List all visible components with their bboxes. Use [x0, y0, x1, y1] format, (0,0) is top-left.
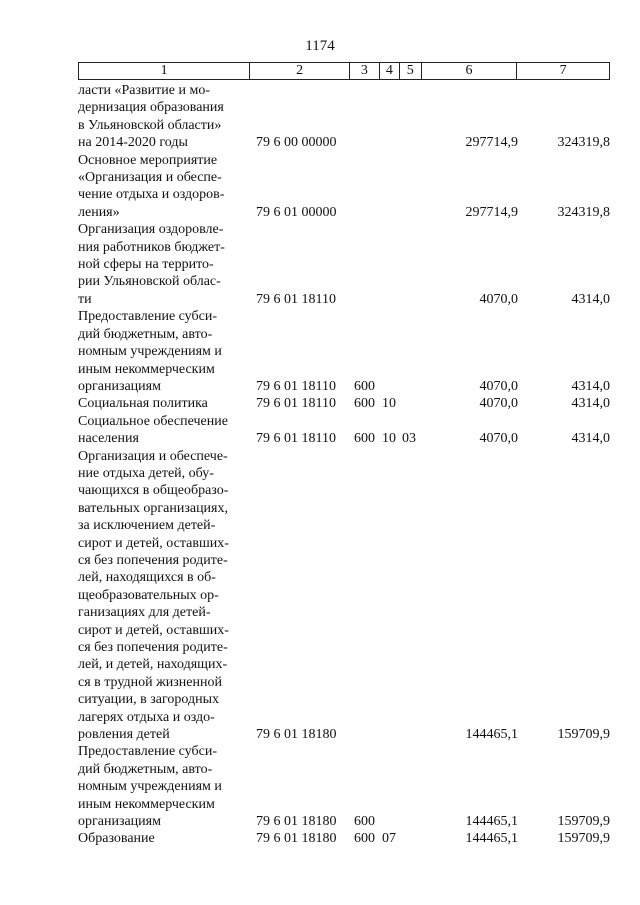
table-row: [78, 743, 618, 830]
row-name-line: чающихся в общеобразо-: [78, 483, 229, 499]
row-value-col-7: 4314,0: [571, 378, 610, 394]
row-code: 79 6 01 18110: [256, 431, 336, 447]
row-name-line: ния работников бюджет-: [78, 239, 225, 255]
row-name-line: ровления детей: [78, 727, 170, 743]
row-value-col-6: 297714,9: [465, 135, 518, 151]
row-name-line: организациям: [78, 378, 161, 394]
row-name: [78, 395, 250, 412]
row-col-3: 600: [354, 378, 375, 394]
row-name-line: Предоставление субси-: [78, 309, 217, 325]
row-name-line: ганизациях для детей-: [78, 605, 211, 621]
row-name-line: ти: [78, 291, 92, 307]
row-value-col-6: 4070,0: [479, 378, 518, 394]
row-code: 79 6 01 00000: [256, 204, 337, 220]
row-name-line: на 2014-2020 годы: [78, 135, 188, 151]
row-name-line: Предоставление субси-: [78, 744, 217, 760]
row-name-line: лей, находящихся в об-: [78, 570, 216, 586]
row-name: [78, 413, 250, 448]
row-name-line: рии Ульяновской облас-: [78, 274, 221, 290]
row-name-line: дий бюджетным, авто-: [78, 326, 213, 342]
row-code: 79 6 01 18110: [256, 291, 336, 307]
row-name-line: Социальное обеспечение: [78, 413, 228, 429]
row-value-col-6: 297714,9: [465, 204, 518, 220]
header-col-2: 2: [250, 63, 350, 79]
row-name-line: организациям: [78, 814, 161, 830]
row-name-line: лей, и детей, находящих-: [78, 657, 228, 673]
row-name-line: ся в трудной жизненной: [78, 674, 222, 690]
row-col-4: 10: [382, 396, 396, 412]
row-name-line: ления»: [78, 204, 120, 220]
table-body: [78, 82, 618, 848]
row-code: 79 6 01 18180: [256, 814, 337, 830]
table-header: [78, 62, 610, 80]
row-value-col-7: 324319,8: [557, 135, 610, 151]
table-row: [78, 308, 618, 395]
row-name-line: за исключением детей-: [78, 518, 216, 534]
row-name-line: дернизация образования: [78, 100, 224, 116]
row-name-line: лагерях отдыха и оздо-: [78, 709, 215, 725]
row-col-3: 600: [354, 431, 375, 447]
row-name-line: номным учреждениям и: [78, 344, 222, 360]
table-row: [78, 82, 618, 152]
row-name-line: Образование: [78, 831, 155, 847]
header-col-1: 1: [79, 63, 250, 79]
page-number: 1174: [305, 38, 335, 54]
row-name: [78, 152, 250, 222]
header-col-4: 4: [380, 63, 400, 79]
row-value-col-6: 144465,1: [465, 831, 518, 847]
row-name-line: ной сферы на террито-: [78, 257, 214, 273]
row-name: [78, 830, 250, 847]
row-name: [78, 308, 250, 395]
row-col-3: 600: [354, 814, 375, 830]
row-name-line: ние отдыха детей, обу-: [78, 465, 214, 481]
row-name-line: сирот и детей, оставших-: [78, 622, 229, 638]
row-value-col-6: 4070,0: [479, 291, 518, 307]
table-row: [78, 221, 618, 308]
row-name-line: «Организация и обеспе-: [78, 170, 222, 186]
row-name-line: иным некоммерческим: [78, 796, 215, 812]
row-code: 79 6 01 18180: [256, 831, 337, 847]
row-value-col-7: 4314,0: [571, 291, 610, 307]
table-row: [78, 395, 618, 412]
row-name-line: вательных организациях,: [78, 500, 228, 516]
row-name: [78, 743, 250, 830]
row-name-line: номным учреждениям и: [78, 779, 222, 795]
row-value-col-7: 4314,0: [571, 431, 610, 447]
row-col-3: 600: [354, 396, 375, 412]
row-code: 79 6 01 18180: [256, 727, 337, 743]
header-col-7: 7: [559, 63, 567, 78]
row-name-line: Основное мероприятие: [78, 152, 218, 168]
row-name-line: Организация оздоровле-: [78, 222, 224, 238]
row-name-line: ся без попечения родите-: [78, 552, 228, 568]
row-name-line: ся без попечения родите-: [78, 640, 228, 655]
row-code: 79 6 01 18110: [256, 378, 336, 394]
row-name: [78, 448, 250, 744]
row-name: [78, 82, 250, 152]
row-name-line: чение отдыха и оздоров-: [78, 187, 225, 203]
row-col-5: 03: [402, 431, 416, 447]
row-value-col-7: 4314,0: [571, 396, 610, 412]
row-name-line: Социальная политика: [78, 396, 208, 412]
row-col-4: 10: [382, 431, 396, 447]
row-name-line: ласти «Развитие и мо-: [78, 83, 210, 98]
row-value-col-6: 144465,1: [465, 727, 518, 743]
row-value-col-7: 159709,9: [557, 727, 610, 743]
row-value-col-7: 159709,9: [557, 831, 610, 847]
row-name-line: ситуации, в загородных: [78, 692, 220, 708]
row-name-line: сирот и детей, оставших-: [78, 535, 229, 551]
row-value-col-7: 159709,9: [557, 814, 610, 830]
header-col-6: 6: [422, 63, 518, 79]
row-name: [78, 221, 250, 308]
row-name-line: в Ульяновской области»: [78, 117, 222, 133]
table-row: [78, 152, 618, 222]
row-name-line: Организация и обеспече-: [78, 448, 228, 464]
row-value-col-6: 4070,0: [479, 396, 518, 412]
table-row: [78, 413, 618, 448]
row-value-col-6: 4070,0: [479, 431, 518, 447]
row-name-line: иным некоммерческим: [78, 361, 215, 377]
header-col-5: 5: [400, 63, 422, 79]
row-value-col-7: 324319,8: [557, 204, 610, 220]
row-col-4: 07: [382, 831, 396, 847]
table-row: [78, 830, 618, 847]
row-col-3: 600: [354, 831, 375, 847]
row-code: 79 6 00 00000: [256, 135, 337, 151]
row-name-line: населения: [78, 431, 139, 447]
header-col-3: 3: [350, 63, 380, 79]
row-code: 79 6 01 18110: [256, 396, 336, 412]
row-name-line: щеобразовательных ор-: [78, 587, 219, 603]
row-value-col-6: 144465,1: [465, 814, 518, 830]
row-name-line: дий бюджетным, авто-: [78, 761, 213, 777]
table-row: [78, 448, 618, 744]
